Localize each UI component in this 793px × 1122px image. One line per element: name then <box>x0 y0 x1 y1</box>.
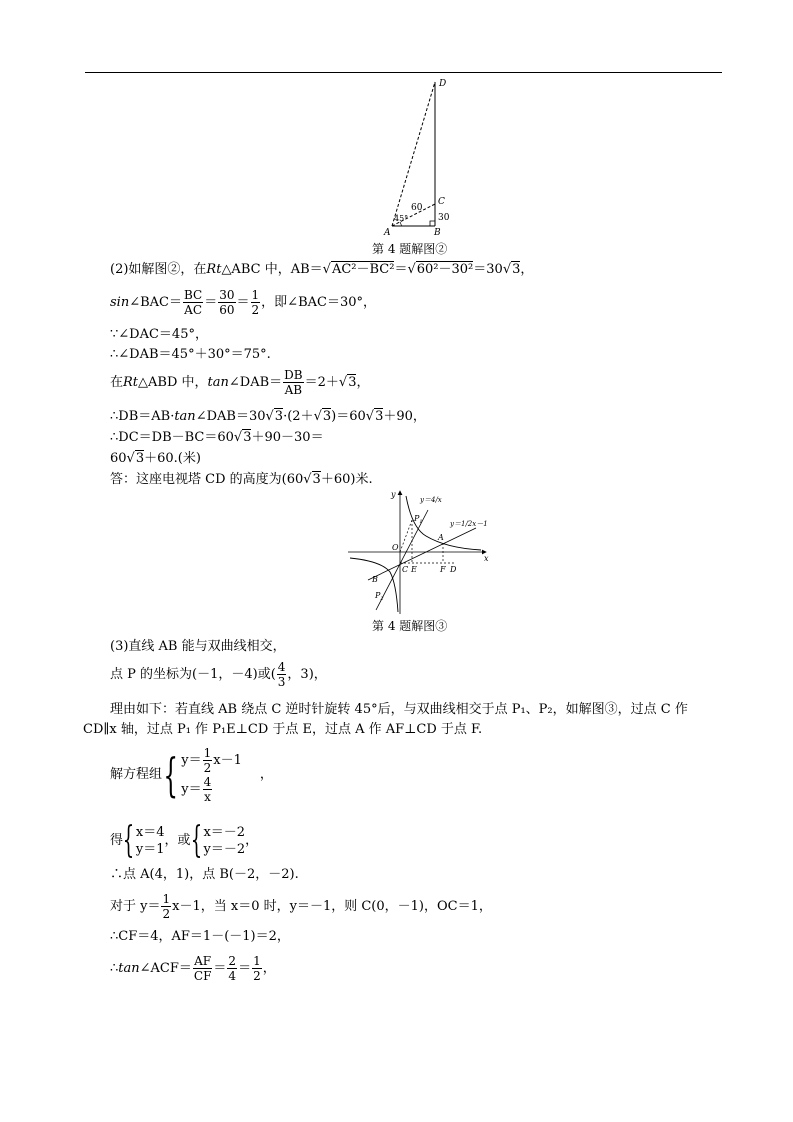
label-x: x <box>484 554 489 563</box>
label-60: 60 <box>411 203 423 213</box>
label-E: E <box>411 565 417 574</box>
label-B: B <box>372 575 378 584</box>
label-hyperbola: y＝4/x <box>420 496 442 504</box>
label-D: D <box>450 565 457 574</box>
part3-for: 对于 y＝ $\frac{1}{2}$ x－1，当 x＝0 时，y＝－1，则 C(0，－1)，OC＝1， <box>110 892 492 921</box>
label-y: y <box>391 490 396 499</box>
part2-line5: 在Rt△ABD 中，tan∠DAB＝ $\frac{DB}{AB}$ ＝2＋√3， <box>110 368 370 397</box>
label-F: F <box>440 565 446 574</box>
part2-line6: ∴DB＝AB·tan∠DAB＝30√3·(2＋√3)＝60√3＋90， <box>110 409 426 424</box>
figure-2-diagram <box>380 76 460 236</box>
label-C: C <box>402 565 409 574</box>
right-angle-mark <box>430 221 435 226</box>
figure-2-caption: 第 4 题解图② <box>372 242 448 256</box>
label-45: 45° <box>394 214 409 223</box>
part2-line1: (2)如解图②，在Rt△ABC 中，AB＝√AC²－BC²＝√60²－30²＝30√3， <box>110 262 534 277</box>
part2-line3: ∵∠DAC＝45°， <box>110 327 208 342</box>
part3-cf: ∴CF＝4，AF＝1－(－1)＝2， <box>110 929 290 944</box>
label-P1: $P_1$ <box>414 514 423 525</box>
label-line: y＝1/2x－1 <box>450 520 488 528</box>
part3-tan: ∴tan∠ACF＝ $\frac{AF}{CF}$ ＝ $\frac{2}{4}$ ＝ $\frac{1}{2}$ ， <box>110 954 276 983</box>
label-A: A <box>384 228 391 236</box>
label-B: B <box>434 228 441 236</box>
line-AB <box>368 528 476 580</box>
part3-reason2: CD∥x 轴，过点 P₁ 作 P₁E⊥CD 于点 E，过点 A 作 AF⊥CD 于点 F. <box>83 722 483 737</box>
header-rule <box>85 72 722 73</box>
part2-line8: 60√3＋60.(米) <box>110 451 201 466</box>
part2-line4: ∴∠DAB＝45°＋30°＝75°. <box>110 347 271 362</box>
segment-OP1 <box>400 520 412 552</box>
part3-line1: (3)直线 AB 能与双曲线相交， <box>110 639 286 654</box>
figure-3-graph <box>346 488 491 616</box>
line-P1P2 <box>376 510 428 610</box>
figure-3-caption: 第 4 题解图③ <box>372 619 448 633</box>
label-A: A <box>438 533 444 542</box>
label-30: 30 <box>438 213 450 223</box>
part2-answer: 答：这座电视塔 CD 的高度为(60√3＋60)米. <box>110 472 373 487</box>
label-P2: $P_2$ <box>375 591 384 602</box>
part3-line2: 点 P 的坐标为(－1，－4)或( $\frac{4}{3}$ ，3)， <box>110 660 327 689</box>
label-C: C <box>438 197 445 207</box>
part2-line2: sin∠BAC＝ $\frac{BC}{AC}$ ＝ $\frac{30}{60}$ ＝ $\frac{1}{2}$ ，即∠BAC＝30°， <box>110 288 376 317</box>
part3-system: 解方程组{ y＝ $\frac{1}{2}$ x－1 y＝ $\frac{4}{x}$ ， <box>110 746 273 804</box>
label-D: D <box>439 79 447 89</box>
hyperbola-branch-2 <box>350 558 398 612</box>
part3-solutions: 得{ x＝4 y＝1 ，或{ x＝－2 y＝－2 ， <box>110 820 259 861</box>
part3-reason1: 理由如下：若直线 AB 绕点 C 逆时针旋转 45°后，与双曲线相交于点 P₁、P₂，如解图③，过点 C 作 <box>110 702 688 717</box>
label-O: O <box>392 543 399 552</box>
part2-line7: ∴DC＝DB－BC＝60√3＋90－30＝ <box>110 430 324 445</box>
part3-points: ∴点 A(4，1)，点 B(－2，－2). <box>110 867 299 882</box>
